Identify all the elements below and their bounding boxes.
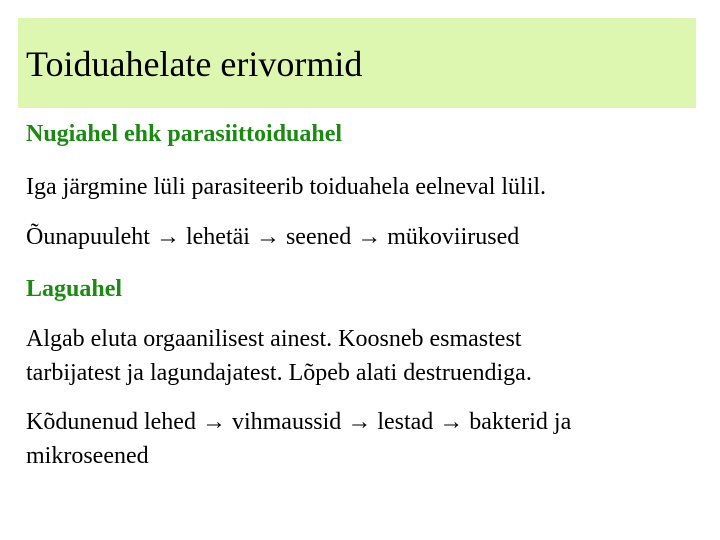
- section-description-nugiahel: Iga järgmine lüli parasiteerib toiduahela eelneval lülil.: [26, 174, 547, 200]
- arrow-icon: →: [439, 409, 464, 435]
- chain-item: vihmaussid: [231, 409, 342, 435]
- chain-item: bakterid ja: [469, 409, 572, 435]
- chain-item: seened: [285, 224, 352, 250]
- section-heading-nugiahel: Nugiahel ehk parasiittoiduahel: [26, 121, 343, 147]
- arrow-icon: →: [255, 224, 280, 250]
- title-bar: [18, 18, 696, 108]
- arrow-icon: →: [347, 409, 372, 435]
- arrow-icon: →: [357, 224, 382, 250]
- food-chain-laguahel-continuation: mikroseened: [26, 443, 149, 469]
- chain-item: mükoviirused: [387, 224, 520, 250]
- arrow-icon: →: [155, 224, 180, 250]
- chain-item: lestad: [377, 409, 434, 435]
- chain-item: Õunapuuleht: [26, 224, 150, 250]
- food-chain-nugiahel: [26, 220, 519, 254]
- section-description-laguahel-line1: Algab eluta orgaanilisest ainest. Koosneb esmastest: [26, 326, 522, 352]
- chain-item: Kõdunenud lehed: [26, 409, 196, 435]
- section-description-laguahel-line2: tarbijatest ja lagundajatest. Lõpeb alati destruendiga.: [26, 360, 532, 386]
- chain-item: lehetäi: [185, 224, 250, 250]
- section-heading-laguahel: Laguahel: [26, 276, 123, 302]
- slide-title: Toiduahelate erivormid: [26, 44, 363, 84]
- arrow-icon: →: [201, 409, 226, 435]
- food-chain-laguahel: [26, 405, 571, 439]
